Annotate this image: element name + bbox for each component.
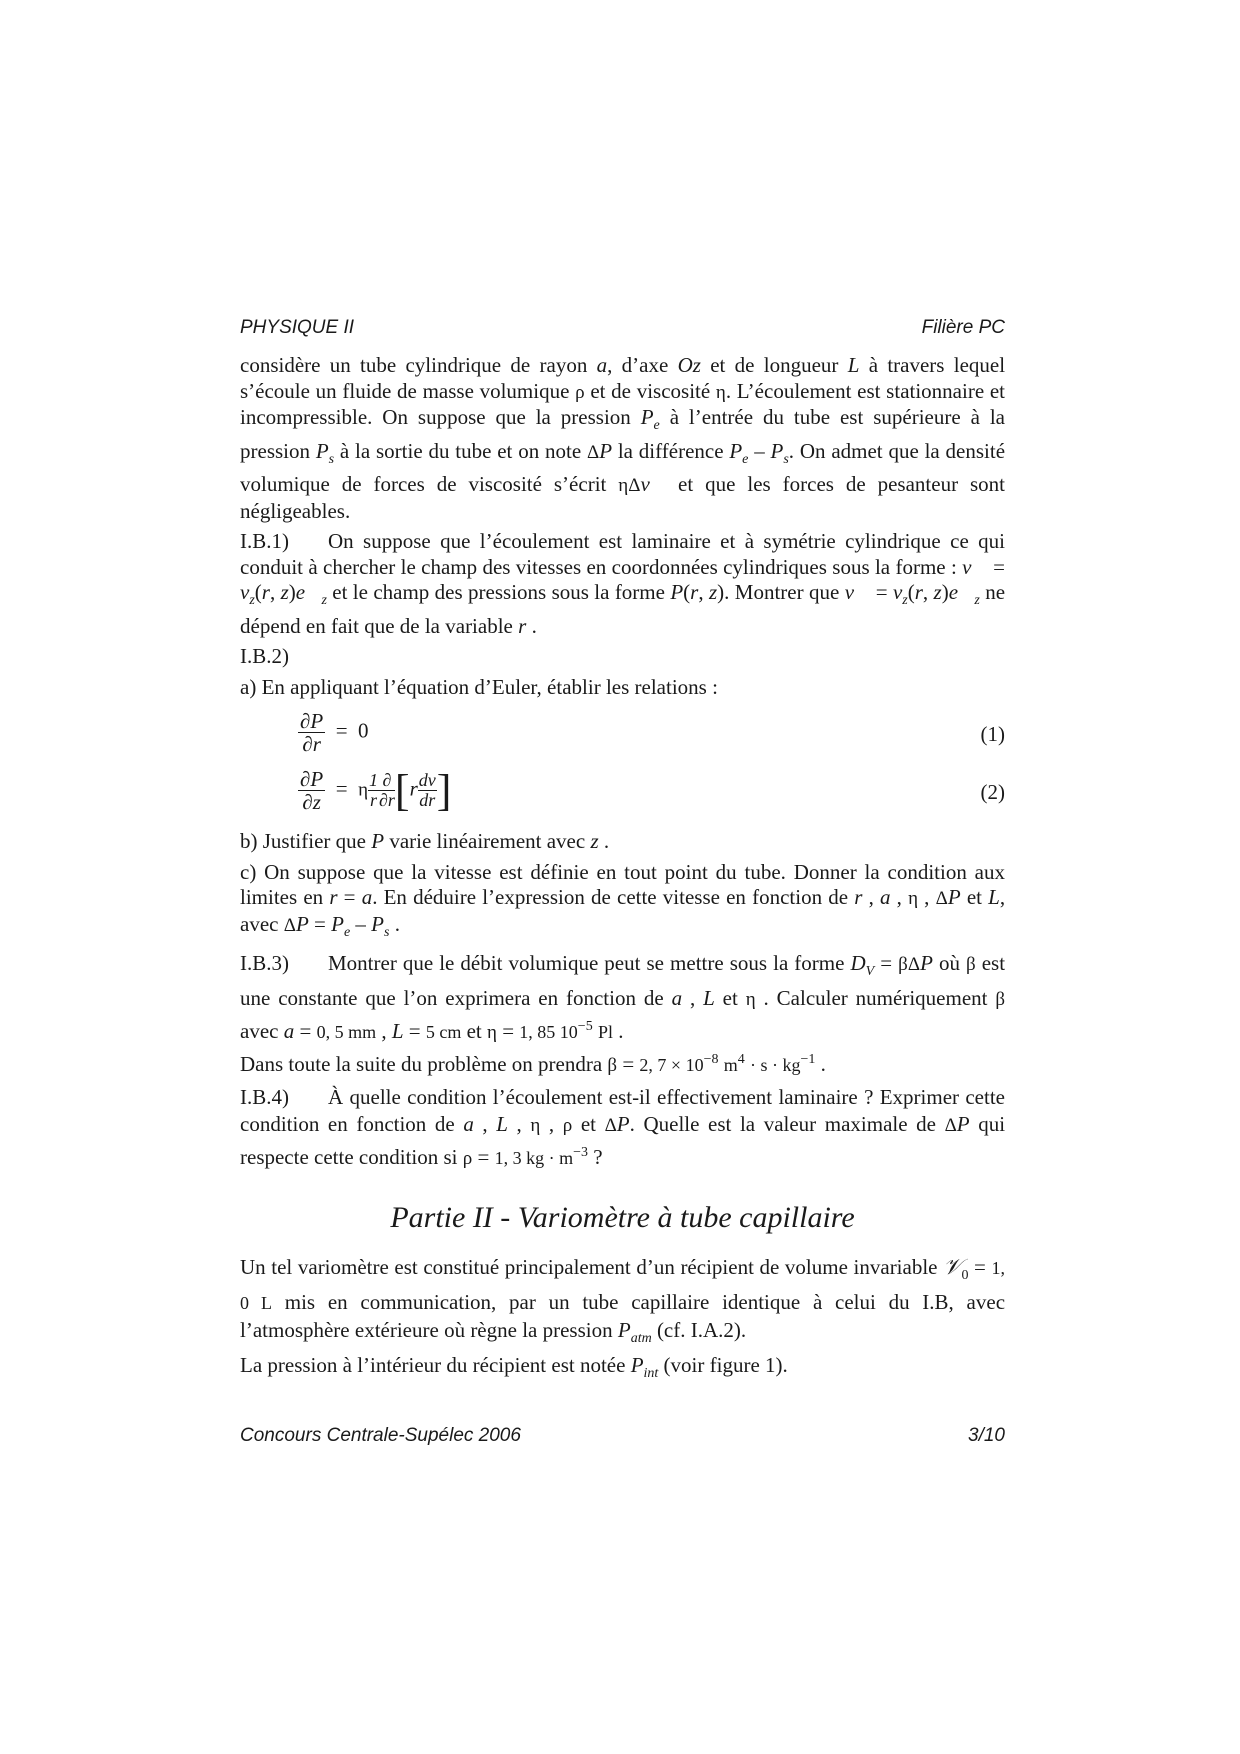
ib2-part-c: c) On suppose que la vitesse est définie en tout point du tube. Donner la condition aux limites en r = a. En déduire l’expression de cette vitesse en fonction de r , a , η , ΔP et L, avec $\Delta P = P_e - P_s$ .	[240, 859, 1006, 940]
section-ib4: I.B.4) À quelle condition l’écoulement est-il effectivement laminaire ? Exprimer cette condition en fonction de a , L , η , ρ et ΔP. Quelle est la valeur maximale de ΔP qui respecte cette condition si ρ = 1, 3 kg · $m^{-3}$ ?	[240, 1085, 1006, 1169]
section-ib1: I.B.1) On suppose que l’écoulement est laminaire et à symétrie cylindrique ce qui conduit à chercher le champ des vitesses en coordonnées cylindriques sous la forme : v⃗ = $v_z(r$, $z)e⃗_z$ et le champ des pressions sous la forme P(r, z). Montrer que v⃗ = $v_z(r$, $z)e⃗_z$ ne dépend en fait que de la variable r .	[240, 529, 1006, 638]
equation-2-number: (2)	[980, 780, 1005, 804]
ib2-part-a: a) En appliquant l’équation d’Euler, établir les relations :	[240, 674, 718, 699]
intro-paragraph: considère un tube cylindrique de rayon a, d’axe Oz et de longueur L à travers lequel s’écoule un fluide de masse volumique ρ et de viscosité η. L’écoulement est stationnaire et incompressible. On suppose que la pression $P_e$ à l’entrée du tube est supérieure à la pression $P_s$ à la sortie du tube et on note ΔP la différence $P_e - P_s$. On admet que la densité volumique de forces de viscosité s’écrit ηΔv⃗ et que les forces de pesanteur sont négligeables.	[240, 353, 1006, 523]
ib2-part-b: b) Justifier que P varie linéairement avec z .	[240, 829, 610, 853]
label-ib1: I.B.1)	[240, 529, 289, 553]
section-ib3: I.B.3) Montrer que le débit volumique peut se mettre sous la forme $D_V = \beta\Delta P$ où β est une constante que l’on exprimera en fonction de a , L et η . Calculer numériquement β avec a = 0, 5 mm , L = 5 cm et η = 1, 85 $10^{-5}$ Pl . Dans toute la suite du problème on prendra β = 2, $7 \times 10^{-8}$ $m^4 \cdot s \cdot kg^{-1}$ .	[240, 951, 1006, 1076]
part2-title: Partie II - Variomètre à tube capillaire	[390, 1201, 855, 1234]
page-footer	[240, 1423, 1005, 1449]
label-ib3: I.B.3)	[240, 951, 289, 975]
document-page	[240, 0, 1005, 1754]
label-ib2: I.B.2)	[240, 644, 289, 668]
header-track: Filière PC	[921, 317, 1005, 338]
footer-page-number: 3/10	[968, 1425, 1005, 1446]
equation-2: $\frac{\partial P}{\partial z}$ = η $\frac{1}{r}$ ∂ ∂r [r $\frac{dv}{dr}$ ] (2)	[300, 765, 1005, 815]
page-header	[240, 315, 1005, 341]
page-body	[240, 353, 1005, 1387]
footer-source: Concours Centrale-Supélec 2006	[240, 1425, 521, 1446]
label-ib4: I.B.4)	[240, 1085, 289, 1109]
header-subject: PHYSIQUE II	[240, 317, 355, 338]
equation-1-number: (1)	[980, 722, 1005, 746]
part2-paragraph: Un tel variomètre est constitué principalement d’un récipient de volume invariable 𝒱$_0$ = 1, 0 L mis en communication, par un tube capillaire identique à celui du I.B, avec l’atmosphère extérieure où règne la pression $P_{atm}$ (cf. I.A.2). La pression à l’intérieur du récipient est notée $P_{int}$ (voir figure 1).	[240, 1255, 1006, 1381]
equation-1: $\frac{\partial P}{\partial r}$ = 0 (1)	[300, 709, 1005, 756]
